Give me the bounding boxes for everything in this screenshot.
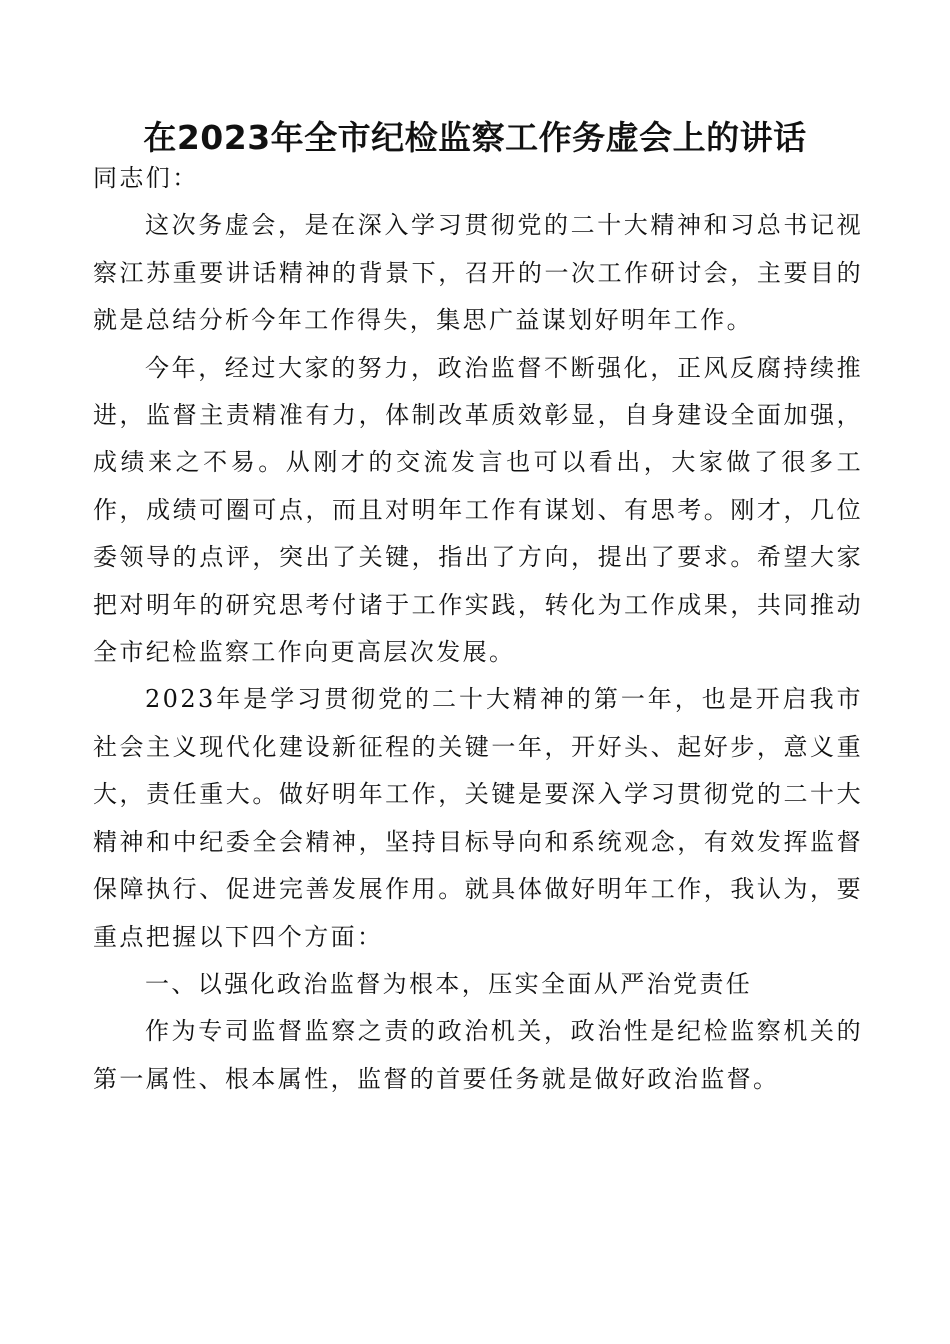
document-title: 在2023年全市纪检监察工作务虚会上的讲话 xyxy=(143,118,807,157)
salutation: 同志们： xyxy=(93,164,199,192)
paragraph-intro: 这次务虚会，是在深入学习贯彻党的二十大精神和习总书记视察江苏重要讲话精神的背景下，召开的一次工作研讨会，主要目的就是总结分析今年工作得失，集思广益谋划好明年工作。 xyxy=(93,211,863,335)
paragraph-review: 今年，经过大家的努力，政治监督不断强化，正风反腐持续推进，监督主责精准有力，体制改革质效彰显，自身建设全面加强，成绩来之不易。从刚才的交流发言也可以看出，大家做了很多工作，成绩可圈可点，而且对明年工作有谋划、有思考。刚才，几位委领导的点评，突出了关键，指出了方向，提出了要求。希望大家把对明年的研究思考付诸于工作实践，转化为工作成果，共同推动全市纪检监察工作向更高层次发展。 xyxy=(93,353,863,667)
paragraph-2023-outlook: 2023年是学习贯彻党的二十大精神的第一年，也是开启我市社会主义现代化建设新征程的关键一年，开好头、起好步，意义重大，责任重大。做好明年工作，关键是要深入学习贯彻党的二十大精神和中纪委全会精神，坚持目标导向和系统观念，有效发挥监督保障执行、促进完善发展作用。就具体做好明年工作，我认为，要重点把握以下四个方面： xyxy=(93,685,863,951)
document-body xyxy=(93,155,863,1103)
section-heading-1: 一、以强化政治监督为根本，压实全面从严治党责任 xyxy=(145,969,753,998)
paragraph-section-1: 作为专司监督监察之责的政治机关，政治性是纪检监察机关的第一属性、根本属性，监督的首要任务就是做好政治监督。 xyxy=(93,1017,863,1093)
